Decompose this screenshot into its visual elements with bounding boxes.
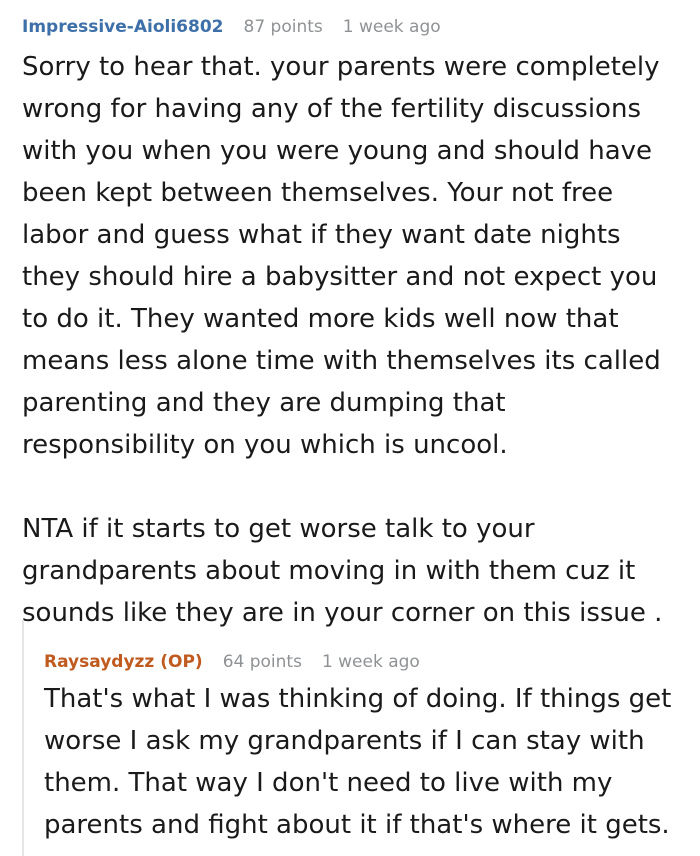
comment-timestamp: 1 week ago <box>342 17 441 37</box>
comment-username[interactable]: Impressive-Aioli6802 <box>22 17 224 37</box>
comment-body <box>22 46 682 634</box>
comment-points: 87 points <box>243 17 323 37</box>
reply-timestamp: 1 week ago <box>321 652 420 672</box>
comment-paragraph: NTA if it starts to get worse talk to your grandparents about moving in with them cuz it sounds like they are in your corner on this issue . <box>22 514 663 628</box>
reply-body: That's what I was thinking of doing. If things get worse I ask my grandparents if I can stay with them. That way I don't need to live with my parents and fight about it if that's where it gets. <box>44 684 672 840</box>
reply-meta <box>44 650 700 674</box>
reply-points: 64 points <box>222 652 302 672</box>
comment-meta <box>22 14 700 40</box>
reply-username[interactable]: Raysaydyzz (OP) <box>44 652 203 672</box>
comment-paragraph: Sorry to hear that. your parents were completely wrong for having any of the fertility discussions with you when you were young and should have been kept between themselves. Your not free labor and guess what if they want date nights they should hire a babysitter and not expect you to do it. They wanted more kids well now that means less alone time with themselves its called parenting and they are dumping that responsibility on you which is uncool. <box>22 52 661 460</box>
reply-thread <box>22 620 700 856</box>
